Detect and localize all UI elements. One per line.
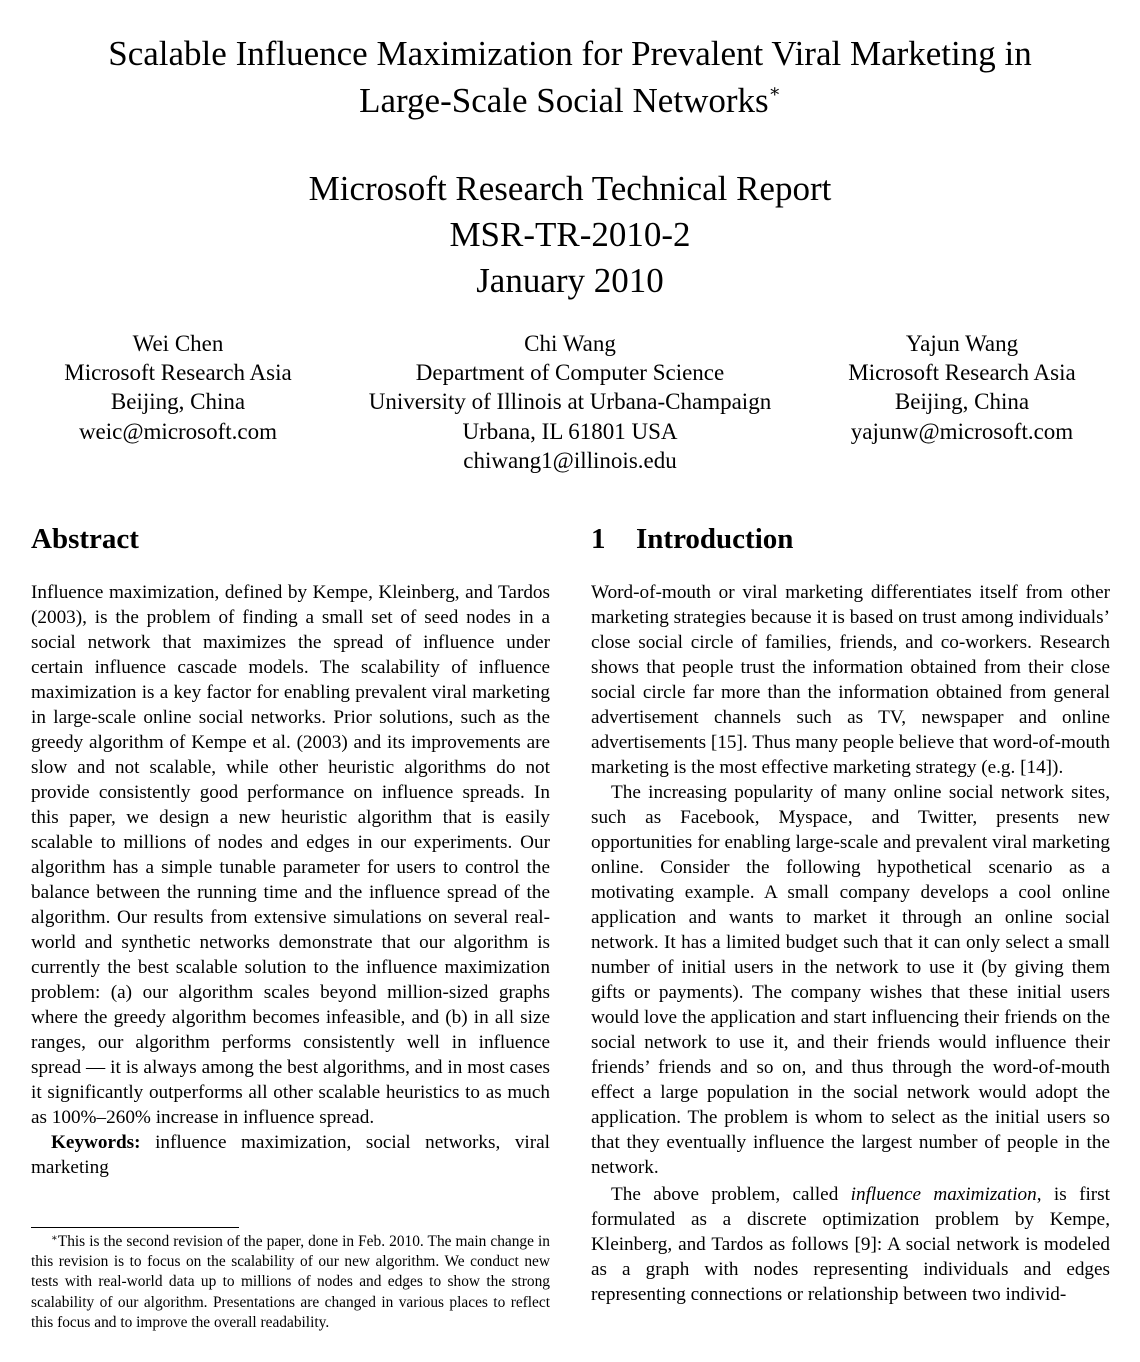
author-location: Beijing, China: [110, 389, 246, 415]
intro-p3-before: The above problem, called: [611, 1184, 851, 1205]
author-name: Yajun Wang: [905, 331, 1019, 356]
author-department: Department of Computer Science: [415, 360, 725, 386]
paper-title: [60, 30, 1080, 124]
intro-paragraph-1: Word-of-mouth or viral marketing differentiates itself from other marketing strategies because it is based on trust among individuals’ close social circle of families, friends, and co-workers. Research shows that people trust the information obtained from their close social circle far more than the information obtained from general advertisement channels such as TV, newspaper and online advertisements [15]. Thus many people believe that word-of-mouth marketing is the most effective marketing strategy (e.g. [14]).: [591, 582, 1110, 778]
intro-p3-term: influence maximization: [850, 1184, 1037, 1205]
keywords-paragraph: [31, 1130, 550, 1180]
keywords-label: Keywords:: [51, 1132, 141, 1153]
author-block-wei-chen: [28, 329, 328, 446]
author-email: weic@microsoft.com: [78, 418, 278, 444]
author-affiliation: Microsoft Research Asia: [64, 360, 292, 386]
author-block-yajun-wang: [812, 329, 1112, 446]
report-info: [60, 166, 1080, 304]
footnote-marker: ∗: [51, 1233, 58, 1244]
author-affiliation: Microsoft Research Asia: [848, 360, 1076, 386]
author-affiliation: University of Illinois at Urbana-Champaign: [368, 389, 772, 415]
footnote: [31, 1232, 550, 1333]
introduction-column: [591, 580, 1110, 1307]
abstract-body: Influence maximization, defined by Kempe, Kleinberg, and Tardos (2003), is the problem of finding a small set of seed nodes in a social network that maximizes the spread of influence under certain influence cascade models. The scalability of influence maximization is a key factor for enabling prevalent viral marketing in large-scale online social networks. Prior solutions, such as the greedy algorithm of Kempe et al. (2003) and its improvements are slow and not scalable, while other heuristic algorithms do not provide consistently good performance on influence spreads. In this paper, we design a new heuristic algorithm that is easily scalable to millions of nodes and edges in our experiments. Our algorithm has a simple tunable parameter for users to control the balance between the running time and the influence spread of the algorithm. Our results from extensive simulations on several real-world and synthetic networks demonstrate that our algorithm is currently the best scalable solution to the influence maximization problem: (a) our algorithm scales beyond million-sized graphs where the greedy algorithm becomes infeasible, and (b) in all size ranges, our algorithm performs consistently well in influence spread — it is always among the best algorithms, and in most cases it significantly outperforms all other scalable heuristics to as much as 100%–260% increase in influence spread.: [31, 582, 550, 1128]
title-footnote-marker: ∗: [768, 81, 781, 101]
intro-paragraph-2: The increasing popularity of many online social network sites, such as Facebook, Myspace, and Twitter, presents new opportunities for enabling large-scale and prevalent viral marketing online. Consider the following hypothetical scenario as a motivating example. A small company develops a cool online application and wants to market it through an online social network. It has a limited budget such that it can only select a small number of initial users in the network to use it (by giving them gifts or payments). The company wishes that these initial users would love the application and start influencing their friends on the social network to use it, and their friends would influence their friends’ friends and so on, and thus through the word-of-mouth effect a large population in the social network would adopt the application. The problem is whom to select as the initial users so that they eventually influence the largest number of people in the network.: [591, 782, 1110, 1178]
abstract-heading: Abstract: [31, 523, 139, 555]
section-title: Introduction: [636, 523, 794, 555]
introduction-heading: [591, 521, 793, 557]
intro-paragraph-3: [591, 1182, 1110, 1307]
author-block-chi-wang: [340, 329, 800, 475]
author-name: Wei Chen: [132, 331, 224, 356]
report-date: January 2010: [476, 261, 664, 300]
intro-p3-after: , is first formulated as a discrete optimization problem by Kempe, Kleinberg, and Tardos as follows [9]: A social network is modeled as a graph with nodes representing individuals and edges representing connections or relationship between two individ-: [591, 1184, 1110, 1305]
report-number: MSR-TR-2010-2: [449, 215, 691, 254]
author-email: chiwang1@illinois.edu: [463, 447, 677, 473]
footnote-rule: [31, 1227, 239, 1228]
report-series: Microsoft Research Technical Report: [308, 169, 832, 208]
abstract-column: [31, 580, 550, 1180]
section-number: 1: [591, 523, 606, 555]
paper-title-text: Scalable Influence Maximization for Prevalent Viral Marketing in Large-Scale Social Networks: [108, 34, 1032, 120]
author-location: Urbana, IL 61801 USA: [462, 418, 678, 444]
keywords-text: influence maximization, social networks, viral marketing: [31, 1132, 550, 1178]
footnote-text: This is the second revision of the paper, done in Feb. 2010. The main change in this revision is to focus on the scalability of our new algorithm. We conduct new tests with real-world data up to millions of nodes and edges to show the strong scalability of our algorithm. Presentations are changed in various places to reflect this focus and to improve the overall readability.: [31, 1233, 550, 1331]
author-email: yajunw@microsoft.com: [850, 418, 1074, 444]
author-location: Beijing, China: [894, 389, 1030, 415]
author-name: Chi Wang: [524, 331, 616, 356]
